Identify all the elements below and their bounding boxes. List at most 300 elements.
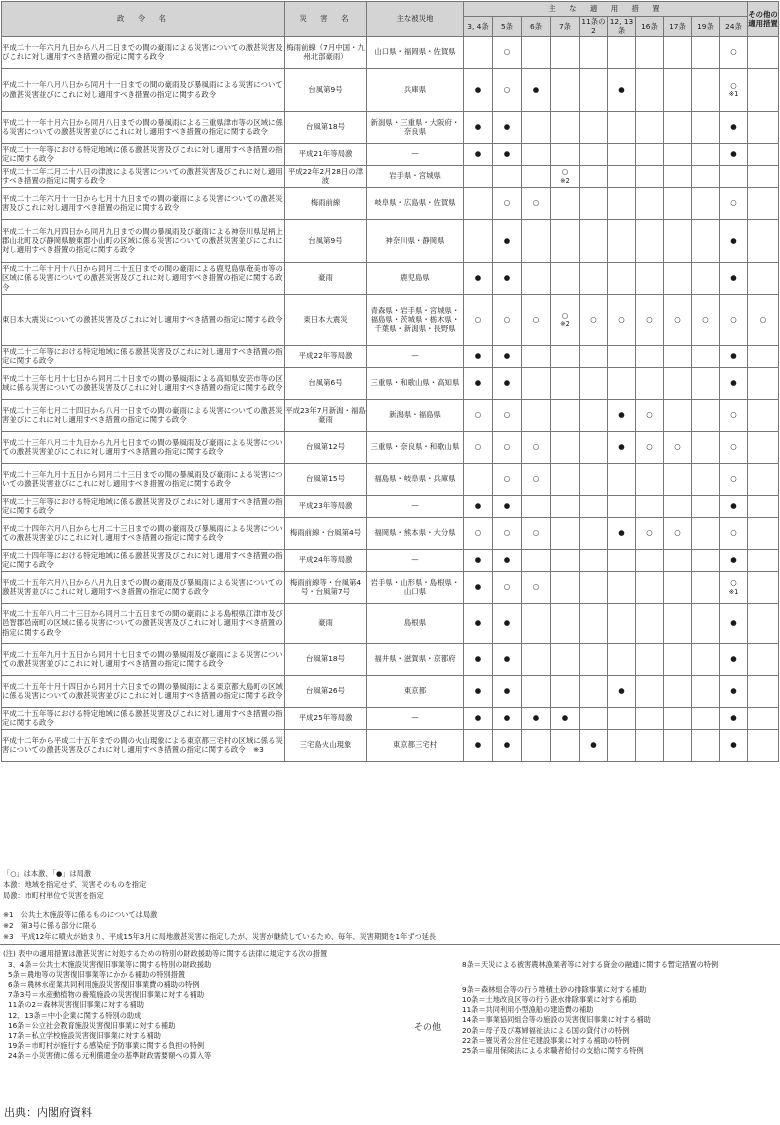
measure-cell [692,729,720,761]
measure-cell [692,707,720,729]
measure-cell [608,143,636,165]
open-circle-icon: ○ [503,198,511,208]
filled-circle-icon: ● [730,378,737,388]
disaster-name: 平成22年等局激 [285,345,367,367]
measure-cell [636,643,664,675]
open-circle-icon: ○ [730,474,737,484]
ordinance-name: 平成二十三年七月十七日から同月二十日までの間の暴風雨による高知県安芸市等の区域に係る災害についての激甚災害及びこれに対し適用すべき措置の指定に関する政令 [2,367,285,399]
affected-area: — [367,345,464,367]
measure-cell [692,219,720,262]
table-row [2,187,779,219]
filled-circle-icon: ● [730,555,737,565]
measure-cell [493,68,522,111]
measure-cell [636,571,664,603]
measure-cell [692,294,720,345]
disaster-name: 三宅島火山現象 [285,729,367,761]
legend-item-right: 14条＝事業協同組合等の施設の災害復旧事業に対する補助 [462,1015,651,1025]
measure-cell [580,675,608,707]
open-circle-icon: ○ [646,442,653,452]
ordinance-name: 平成二十五年十月十四日から同月十六日までの間の暴風雨による東京都大島町の区域に係る災害についての激甚災害並びにこれに対し適用すべき措置の指定に関する政令 [2,675,285,707]
affected-area: 岩手県・山形県・島根県・山口県 [367,571,464,603]
measure-cell [464,294,493,345]
disaster-name: 台風第12号 [285,431,367,463]
ordinance-table [1,1,779,762]
open-circle-icon: ○ [590,314,597,324]
ordinance-name: 平成二十五年八月二十三日から同月二十五日までの間の豪雨による島根県江津市及び邑智郡邑南町の区域に係る災害についての激甚災害及びこれに対し適用すべき措置の指定に関する政令 [2,603,285,643]
table-row [2,603,779,643]
measure-cell [522,165,551,187]
measure-cell [493,143,522,165]
measure-cell [493,495,522,517]
measure-cell [464,36,493,68]
other-measure-cell: ○ [748,294,779,345]
filled-circle-icon: ● [561,713,569,723]
honkyoku-note: 本激：地域を指定せず、災害そのものを指定 [3,880,147,889]
filled-circle-icon: ● [503,654,511,664]
measure-cell [664,495,692,517]
other-measure-cell [748,399,779,431]
filled-circle-icon: ● [474,378,482,388]
open-circle-icon: ○ [646,314,653,324]
measure-cell [692,345,720,367]
measure-cell [636,143,664,165]
measure-cell [493,111,522,143]
disaster-name: 平成22年2月28日の津波 [285,165,367,187]
measure-cell [464,643,493,675]
measure-cell [720,707,748,729]
other-measure-cell [748,707,779,729]
filled-circle-icon: ● [730,501,737,511]
symbol-note: 「○」は本激、「●」は局激 [3,869,92,878]
measure-cell [551,571,580,603]
measure-cell [664,517,692,549]
filled-circle-icon: ● [730,351,737,361]
measure-cell [720,345,748,367]
measure-cell [720,431,748,463]
ordinance-name: 平成二十二年九月四日から同月九日までの間の暴風雨及び豪雨による神奈川県足柄上郡山北町及び静岡県駿東郡小山町の区域に係る災害についての激甚災害並びにこれに対し適用すべき措置の指定に関する政令 [2,219,285,262]
measure-cell [608,68,636,111]
measure-cell [692,262,720,294]
measure-cell [664,603,692,643]
measure-cell [636,495,664,517]
affected-area: 兵庫県 [367,68,464,111]
ordinance-name: 平成二十三年七月二十四日から八月一日までの間の豪雨による災害についての激甚災害並びにこれに対し適用すべき措置の指定に関する政令 [2,399,285,431]
divider [0,944,780,945]
other-measure-cell [748,431,779,463]
measure-cell [493,431,522,463]
filled-circle-icon: ● [503,555,511,565]
other-measure-cell [748,603,779,643]
measure-cell [608,367,636,399]
measure-cell [636,36,664,68]
measure-cell [551,549,580,571]
measure-cell [608,571,636,603]
open-circle-icon: ○ [646,528,653,538]
measure-cell [551,399,580,431]
legend-item-left: 12、13条＝中小企業に関する特別の助成 [8,1010,142,1020]
measure-cell [720,675,748,707]
filled-circle-icon: ● [503,618,511,628]
measure-cell [720,111,748,143]
affected-area: 新潟県・福島県 [367,399,464,431]
measure-cell [493,367,522,399]
ordinance-name: 平成二十五年九月十五日から同月十七日までの間の暴風雨及び豪雨による災害についての激甚災害並びにこれに対し適用すべき措置の指定に関する政令 [2,643,285,675]
measure-cell [580,68,608,111]
open-circle-icon: ○ [503,474,511,484]
measure-cell [580,549,608,571]
filled-circle-icon: ● [618,442,625,452]
legend-item-left: 16条＝公立社会教育施設災害復旧事業に対する補助 [8,1020,176,1030]
ordinance-name: 平成二十三年九月十五日から同月二十三日までの間の暴風雨及び豪雨による災害についての激甚災害並びにこれに対し適用すべき措置の指定に関する政令 [2,463,285,495]
disaster-name: 平成24年等局激 [285,549,367,571]
open-circle-icon: ○ [532,582,540,592]
measure-cell [692,571,720,603]
measure-cell [493,729,522,761]
measure-cell [636,517,664,549]
measure-cell [551,463,580,495]
measure-cell [580,571,608,603]
measure-cell [551,495,580,517]
affected-area: 東京都 [367,675,464,707]
measure-cell [522,345,551,367]
header-article: 3, 4条 [464,17,493,37]
measure-cell [636,431,664,463]
disaster-name: 台風第9号 [285,68,367,111]
measure-cell [464,495,493,517]
table-row [2,643,779,675]
ordinance-name: 平成二十五年等における特定地域に係る激甚災害及びこれに対し適用すべき措置の指定に関する政令 [2,708,283,728]
table-row [2,36,779,68]
measure-cell [692,367,720,399]
measure-cell [551,262,580,294]
measure-cell [664,707,692,729]
affected-area: 島根県 [367,603,464,643]
measure-cell [608,165,636,187]
measure-cell [522,36,551,68]
measure-cell [720,549,748,571]
measure-cell [720,262,748,294]
open-circle-icon: ○ [532,474,540,484]
measure-cell [464,399,493,431]
measure-cell [720,219,748,262]
open-circle-icon: ○ [646,410,653,420]
other-measure-cell [748,111,779,143]
header-article: 19条 [692,17,720,37]
filled-circle-icon: ● [730,149,737,159]
measure-cell [522,729,551,761]
measure-cell [608,345,636,367]
filled-circle-icon: ● [503,122,511,132]
ordinance-name: 平成二十二年十月十八日から同月二十五日までの間の豪雨による鹿児島県奄美市等の区域に係る災害についての激甚災害及びこれに対し適用すべき措置の指定に関する政令 [2,262,285,294]
filled-circle-icon: ● [503,235,511,245]
measure-cell [522,675,551,707]
measure-cell [493,219,522,262]
open-circle-icon: ○ [730,528,737,538]
measure-cell [522,707,551,729]
measure-cell [493,463,522,495]
open-circle-icon: ○ [474,442,482,452]
measure-cell [551,143,580,165]
measure-cell [692,111,720,143]
other-measure-cell [748,463,779,495]
filled-circle-icon: ● [503,351,511,361]
open-circle-icon: ○ [561,310,569,320]
measure-cell [580,603,608,643]
measure-cell [522,603,551,643]
affected-area: 三重県・奈良県・和歌山県 [367,431,464,463]
open-circle-icon: ○ [532,442,540,452]
other-measure-cell [748,187,779,219]
kyokugeki-note: 局激：市町村単位で災害を指定 [3,891,104,900]
measure-cell [664,571,692,603]
measure-cell [580,495,608,517]
measure-cell [664,143,692,165]
table-row [2,517,779,549]
disaster-name: 台風第9号 [285,219,367,262]
measure-cell [608,463,636,495]
filled-circle-icon: ● [730,654,737,664]
measure-cell [580,187,608,219]
disaster-name: 台風第18号 [285,111,367,143]
measure-cell [551,68,580,111]
table-row [2,345,779,367]
other-label: その他 [414,1023,442,1033]
measure-cell [608,517,636,549]
measure-cell [720,603,748,643]
measure-cell [692,399,720,431]
disaster-name: 梅雨前線等・台風第4号・台風第7号 [285,571,367,603]
measure-cell [636,219,664,262]
measure-cell [522,68,551,111]
measure-cell [493,294,522,345]
other-measure-cell [748,549,779,571]
other-measure-cell [748,345,779,367]
measure-cell [551,111,580,143]
source-line: 出典：内閣府資料 [4,1106,92,1119]
disaster-name: 梅雨前線（7月中国・九州北部豪雨） [285,36,367,68]
measure-cell [493,36,522,68]
table-row [2,399,779,431]
measure-cell [664,68,692,111]
legend-item-left: 17条＝私立学校施設災害復旧事業に対する補助 [8,1030,161,1040]
table-row [2,571,779,603]
legend-item-right: 22条＝罹災者公営住宅建設事業に対する補助の特例 [462,1035,630,1045]
measure-cell [636,549,664,571]
ordinance-name: 平成二十三年等における特定地域に係る激甚災害及びこれに対し適用すべき措置の指定に関する政令 [2,496,283,516]
measure-cell [493,571,522,603]
measure-cell [720,399,748,431]
measure-cell [692,68,720,111]
open-circle-icon: ○ [730,47,737,57]
table-row [2,111,779,143]
filled-circle-icon: ● [474,713,482,723]
measure-cell [664,431,692,463]
affected-area: 三重県・和歌山県・高知県 [367,367,464,399]
measure-cell [692,675,720,707]
open-circle-icon: ○ [474,410,482,420]
measure-cell [636,707,664,729]
measure-cell [464,463,493,495]
table-body [2,36,779,761]
affected-area: 東京都三宅村 [367,729,464,761]
measure-cell [464,675,493,707]
filled-circle-icon: ● [474,686,482,696]
measure-cell [522,187,551,219]
legend-item-right: 9条＝森林組合等の行う堆積土砂の排除事業に対する補助 [462,985,647,995]
table-row [2,431,779,463]
measure-cell [720,367,748,399]
open-circle-icon: ○ [503,47,511,57]
measure-cell [551,345,580,367]
measure-cell [664,36,692,68]
footnote-2: ※2 第3号に係る部分に限る [3,921,98,930]
measure-cell [664,262,692,294]
disaster-name: 豪雨 [285,603,367,643]
header-measures: 主 な 適 用 措 置 [464,2,748,17]
measure-cell [580,219,608,262]
measure-cell [636,367,664,399]
measure-cell [493,643,522,675]
affected-area: 鹿児島県 [367,262,464,294]
measure-cell [720,294,748,345]
measure-cell [608,262,636,294]
measure-cell [692,463,720,495]
measure-cell [522,262,551,294]
other-measure-cell [748,643,779,675]
measure-cell [720,36,748,68]
measure-cell [493,517,522,549]
measure-cell [551,294,580,345]
header-article: 6条 [522,17,551,37]
filled-circle-icon: ● [730,235,737,245]
measure-cell [664,729,692,761]
measure-cell [522,399,551,431]
measure-cell [608,399,636,431]
filled-circle-icon: ● [730,273,737,283]
measure-cell [551,219,580,262]
measure-cell [608,187,636,219]
filled-circle-icon: ● [532,84,540,94]
measure-cell [493,675,522,707]
measure-cell [692,431,720,463]
header-area: 主な被災地 [367,2,464,37]
measure-cell [464,729,493,761]
footnote-ref: ※2 [560,176,570,185]
disaster-name: 台風第15号 [285,463,367,495]
affected-area: 神奈川県・静岡県 [367,219,464,262]
filled-circle-icon: ● [474,618,482,628]
measure-cell [664,399,692,431]
footnote-3: ※3 平成12年に噴火が始まり、平成15年3月に局地激甚災害に指定したが、災害が継続しているため、毎年、災害期間を1年ずつ延長 [3,932,437,941]
measure-cell [664,675,692,707]
ordinance-name: 平成二十三年八月二十九日から九月七日までの間の暴風雨及び豪雨による災害についての激甚災害並びにこれに対し適用すべき措置の指定に関する政令 [2,431,285,463]
measure-cell [522,294,551,345]
measure-cell [608,294,636,345]
measure-cell [580,431,608,463]
measure-cell [580,399,608,431]
ordinance-name: 平成二十二年六月十一日から七月十九日までの間の豪雨による災害についての激甚災害及びこれに対し適用すべき措置の指定に関する政令 [2,187,285,219]
measure-cell [608,36,636,68]
measure-cell [720,571,748,603]
table-row [2,463,779,495]
ordinance-name: 平成二十一年十月六日から同月八日までの間の暴風雨による三重県津市等の区域に係る災害についての激甚災害並びにこれに対し適用すべき措置の指定に関する政令 [2,111,285,143]
open-circle-icon: ○ [532,198,540,208]
measure-cell [580,643,608,675]
measure-cell [720,463,748,495]
legend-item-right: 20条＝母子及び寡婦福祉法による国の貸付けの特例 [462,1025,630,1035]
measure-cell [636,399,664,431]
measure-cell [580,262,608,294]
measure-cell [464,603,493,643]
header-other: その他の適用措置 [748,2,779,37]
legend-item-left: 5条＝農地等の災害復旧事業等にかかる補助の特別措置 [8,970,186,980]
measure-cell [580,517,608,549]
filled-circle-icon: ● [618,528,625,538]
footnote-ref: ※1 [728,587,739,596]
open-circle-icon: ○ [503,410,511,420]
other-measure-cell [748,729,779,761]
table-row [2,165,779,187]
measure-cell [551,643,580,675]
measure-cell [720,143,748,165]
measure-cell [522,463,551,495]
table-row [2,294,779,345]
measure-cell [551,187,580,219]
measure-cell [580,345,608,367]
measure-cell [664,463,692,495]
legend-item-left: 7条3号＝水産動植物の養殖施設の災害復旧事業に対する補助 [8,990,205,1000]
measure-cell [580,111,608,143]
measure-cell [493,187,522,219]
legend-item-left: 3、4条＝公共土木施設災害復旧事業等に関する特別の財政援助 [8,960,212,969]
affected-area: — [367,549,464,571]
filled-circle-icon: ● [474,582,482,592]
measure-cell [522,431,551,463]
measure-cell [720,495,748,517]
filled-circle-icon: ● [503,149,511,159]
header-article: 7条 [551,17,580,37]
table-row [2,707,779,729]
table-row [2,367,779,399]
ordinance-name: 平成二十二年等における特定地域に係る激甚災害及びこれに対し適用すべき措置の指定に関する政令 [2,346,283,366]
affected-area: 福井県・滋賀県・京都府 [367,643,464,675]
affected-area: 岐阜県・広島県・佐賀県 [367,187,464,219]
disaster-name: 平成23年7月新潟・福島豪雨 [285,399,367,431]
legend-item-left: 24条＝小災害債に係る元利償還金の基準財政需要額への算入等 [8,1050,212,1060]
measure-cell [636,187,664,219]
measure-cell [580,165,608,187]
open-circle-icon: ○ [730,578,737,588]
measure-cell [720,729,748,761]
other-measure-cell [748,143,779,165]
filled-circle-icon: ● [618,84,625,94]
measure-cell [636,345,664,367]
open-circle-icon: ○ [730,314,737,324]
measure-cell [464,219,493,262]
measure-cell [692,517,720,549]
filled-circle-icon: ● [618,410,625,420]
open-circle-icon: ○ [503,314,511,324]
filled-circle-icon: ● [618,686,625,696]
measure-cell [464,111,493,143]
table-row [2,68,779,111]
affected-area: 福島県・岐阜県・兵庫県 [367,463,464,495]
header-article: 17条 [664,17,692,37]
filled-circle-icon: ● [503,713,511,723]
measure-cell [692,603,720,643]
measure-cell [720,643,748,675]
legend-item-right: 10条＝土地改良区等の行う湛水排除事業に対する補助 [462,995,637,1005]
